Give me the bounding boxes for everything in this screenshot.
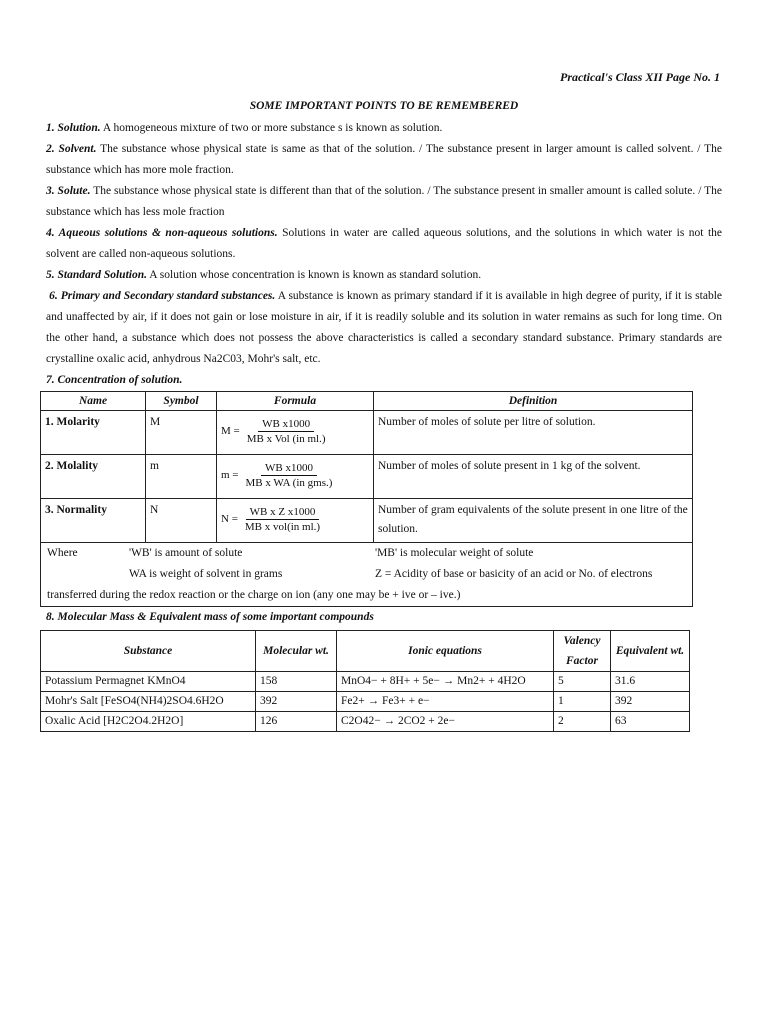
- point-text: A substance is known as primary standard if it is available in high degree of purity, if it is stable and unaffected by air, if it does not gain or lose moisture in air, if it is readily soluble and its solution in water remains as such for long time. On the other hand, a substance which does not possess the above characteristics is called a secondary standard substance. Primary standards are crystalline oxalic acid, anhydrous Na2C03, Mohr's salt, etc.: [46, 290, 723, 365]
- point-standard-solution: [46, 265, 722, 286]
- where-row: [41, 543, 693, 607]
- document-body: [46, 118, 722, 732]
- row-symbol: m: [146, 455, 217, 499]
- section-7-heading: [46, 370, 722, 391]
- point-primary-secondary: [46, 286, 722, 370]
- page-title: SOME IMPORTANT POINTS TO BE REMEMBERED: [249, 100, 519, 112]
- col-header: Substance: [41, 631, 256, 672]
- point-solute: [46, 181, 722, 223]
- cell-equivalent-wt: 31.6: [611, 672, 690, 692]
- where-mb: 'MB' is molecular weight of solute: [375, 547, 534, 559]
- formula-numerator: WB x1000: [261, 461, 317, 476]
- formula-denominator: MB x vol(in ml.): [244, 521, 321, 533]
- point-heading: 6. Primary and Secondary standard substances.: [49, 290, 276, 302]
- cell-ionic-equation: MnO4− + 8H+ + 5e− → Mn2+ + 4H2O: [337, 672, 554, 692]
- col-header: Ionic equations: [337, 631, 554, 672]
- point-solution: [46, 118, 722, 139]
- point-heading: 1. Solution.: [46, 122, 101, 134]
- cell-equivalent-wt: 63: [611, 712, 690, 732]
- row-name: 1. Molarity: [41, 411, 146, 455]
- row-symbol: N: [146, 499, 217, 543]
- cell-substance: Oxalic Acid [H2C2O4.2H2O]: [41, 712, 256, 732]
- formula-denominator: MB x Vol (in ml.): [246, 433, 326, 445]
- row-name: 3. Normality: [41, 499, 146, 543]
- where-wa: WA is weight of solvent in grams: [129, 568, 283, 580]
- point-text: A homogeneous mixture of two or more substance s is known as solution.: [100, 122, 443, 134]
- cell-equivalent-wt: 392: [611, 692, 690, 712]
- cell-valency-factor: 5: [554, 672, 611, 692]
- point-text: The substance whose physical state is same as that of the solution. / The substance present in larger amount is called solvent. / The substance which has more mole fraction.: [46, 143, 723, 176]
- row-formula: [217, 411, 374, 455]
- table-row: [41, 411, 693, 455]
- row-definition: Number of moles of solute present in 1 kg of the solvent.: [374, 455, 693, 499]
- row-definition: Number of gram equivalents of the solute present in one litre of the solution.: [374, 499, 693, 543]
- cell-molecular-wt: 392: [256, 692, 337, 712]
- point-text: The substance whose physical state is different than that of the solution. / The substance present in smaller amount is called solute. / The substance which has less mole fraction: [46, 185, 722, 218]
- point-text: A solution whose concentration is known is known as standard solution.: [146, 269, 482, 281]
- col-header: Name: [41, 392, 146, 411]
- table-row: [41, 712, 690, 732]
- formula-lhs: m =: [221, 469, 239, 481]
- col-header: Symbol: [146, 392, 217, 411]
- section-heading: 8. Molecular Mass & Equivalent mass of some important compounds: [46, 611, 374, 623]
- point-heading: 2. Solvent.: [46, 143, 97, 155]
- point-heading: 5. Standard Solution.: [46, 269, 147, 281]
- point-aqueous: [46, 223, 722, 265]
- section-heading: 7. Concentration of solution.: [46, 374, 183, 386]
- formula-numerator: WB x Z x1000: [246, 505, 320, 520]
- molecular-mass-table: [40, 630, 690, 732]
- col-header: Molecular wt.: [256, 631, 337, 672]
- table-header-row: [41, 631, 690, 672]
- where-wb: 'WB' is amount of solute: [129, 547, 243, 559]
- cell-molecular-wt: 158: [256, 672, 337, 692]
- table-row: [41, 672, 690, 692]
- col-header: Formula: [217, 392, 374, 411]
- row-formula: [217, 499, 374, 543]
- formula-lhs: M =: [221, 425, 240, 437]
- where-notes: [41, 543, 693, 607]
- where-z: Z = Acidity of base or basicity of an acid or No. of electrons: [375, 568, 653, 580]
- cell-substance: Potassium Permagnet KMnO4: [41, 672, 256, 692]
- col-header: Valency Factor: [554, 631, 611, 672]
- table-header-row: [41, 392, 693, 411]
- row-symbol: M: [146, 411, 217, 455]
- row-definition: Number of moles of solute per litre of solution.: [374, 411, 693, 455]
- table-row: [41, 455, 693, 499]
- cell-ionic-equation: Fe2+ → Fe3+ + e−: [337, 692, 554, 712]
- cell-substance: Mohr's Salt [FeSO4(NH4)2SO4.6H2O: [41, 692, 256, 712]
- cell-valency-factor: 1: [554, 692, 611, 712]
- row-formula: [217, 455, 374, 499]
- where-label: Where: [47, 547, 78, 559]
- col-header: Definition: [374, 392, 693, 411]
- formula-denominator: MB x WA (in gms.): [245, 477, 333, 489]
- table-row: [41, 692, 690, 712]
- row-name: 2. Molality: [41, 455, 146, 499]
- point-heading: 3. Solute.: [46, 185, 91, 197]
- point-solvent: [46, 139, 722, 181]
- concentration-table: [40, 391, 693, 607]
- cell-valency-factor: 2: [554, 712, 611, 732]
- col-header: Equivalent wt.: [611, 631, 690, 672]
- table-row: [41, 499, 693, 543]
- section-8-heading: [46, 607, 722, 628]
- formula-numerator: WB x1000: [258, 417, 314, 432]
- formula-lhs: N =: [221, 513, 238, 525]
- cell-ionic-equation: C2O42− → 2CO2 + 2e−: [337, 712, 554, 732]
- where-z-continued: transferred during the redox reaction or the charge on ion (any one may be + ive or – ive.): [47, 589, 461, 601]
- point-text: Solutions in water are called aqueous solutions, and the solutions in which water is not the solvent are called non-aqueous solutions.: [46, 227, 722, 260]
- page-header: Practical's Class XII Page No. 1: [559, 70, 720, 84]
- point-heading: 4. Aqueous solutions & non-aqueous solutions.: [46, 227, 278, 239]
- cell-molecular-wt: 126: [256, 712, 337, 732]
